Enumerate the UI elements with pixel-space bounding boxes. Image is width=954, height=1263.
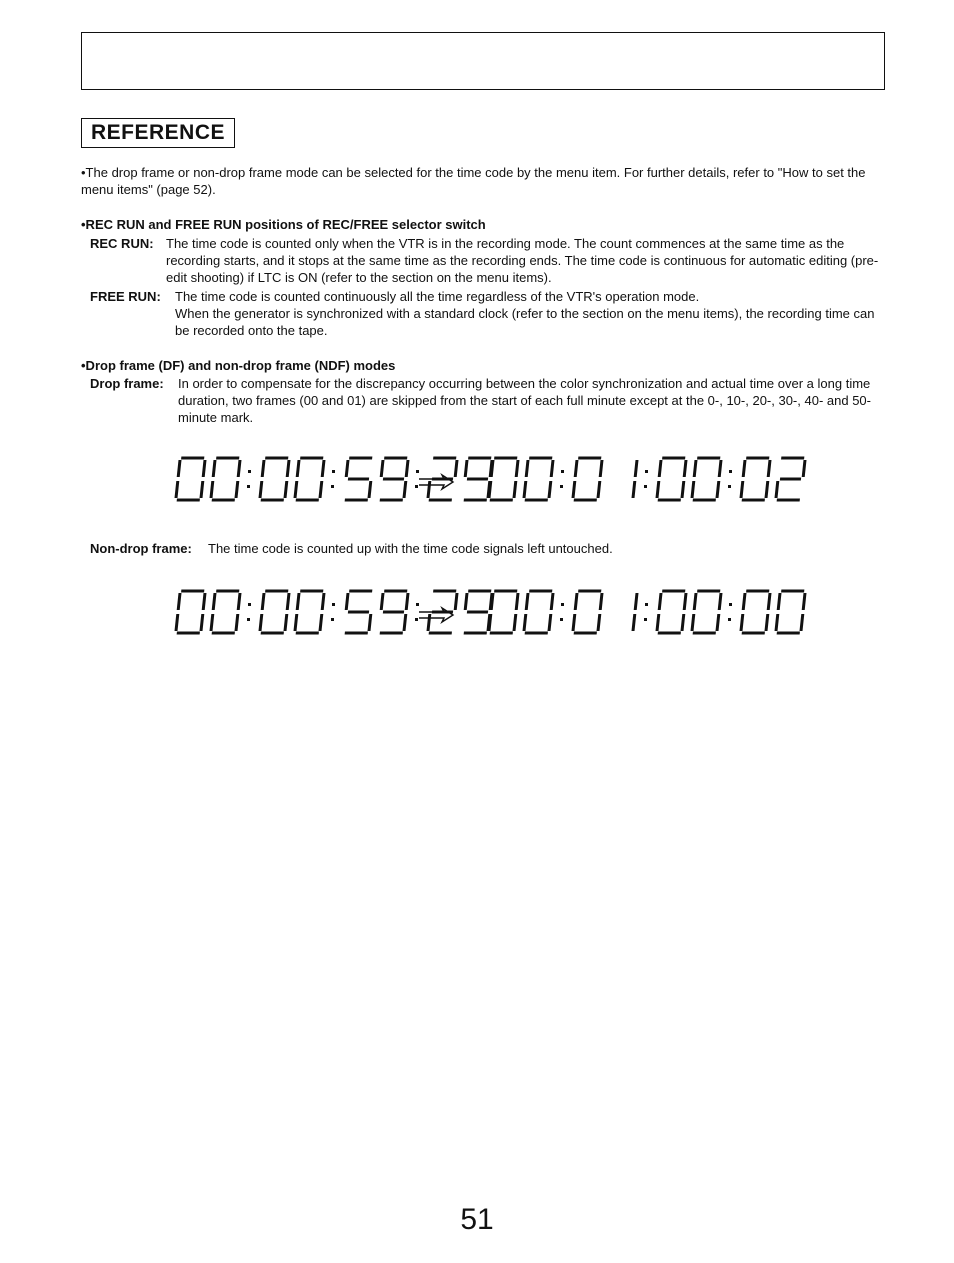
timecode-digit [488, 456, 519, 502]
non-drop-frame-definition: The time code is counted up with the time code signals left untouched. [208, 541, 613, 556]
timecode-colon [726, 456, 736, 502]
rec-run-definition: The time code is counted only when the VTR is in the recording mode. The count commences at the same time as the recording starts, and it stops at the same time as the recording ends. The time code is continuous for automatic editing (pre-edit shooting) if LTC is ON (refer to the section on the menu items). [166, 236, 879, 285]
timecode-colon [726, 589, 736, 635]
drop-example-to [488, 456, 810, 502]
timecode-colon [245, 589, 255, 635]
timecode-digit [775, 456, 806, 502]
timecode-colon [642, 589, 652, 635]
free-run-definition-1: The time code is counted continuously all the time regardless of the VTR's operation mode. [175, 289, 700, 304]
drop-frame-term: Drop frame: [90, 376, 164, 391]
header-box [81, 32, 885, 90]
timecode-digit [294, 456, 325, 502]
right-arrow-icon [416, 605, 456, 625]
timecode-digit [607, 589, 638, 635]
timecode-colon [558, 589, 568, 635]
timecode-digit [175, 456, 206, 502]
timecode-digit [210, 456, 241, 502]
timecode-colon [558, 456, 568, 502]
timecode-digit [691, 456, 722, 502]
timecode-digit [259, 589, 290, 635]
rec-run-term: REC RUN: [90, 236, 154, 251]
rec-free-heading: •REC RUN and FREE RUN positions of REC/FREE selector switch [81, 217, 486, 232]
timecode-colon [642, 456, 652, 502]
timecode-digit [343, 589, 374, 635]
timecode-digit [740, 589, 771, 635]
modes-heading: •Drop frame (DF) and non-drop frame (NDF) modes [81, 358, 396, 373]
non-drop-frame-term: Non-drop frame: [90, 541, 192, 556]
free-run-term: FREE RUN: [90, 289, 161, 304]
timecode-digit [343, 456, 374, 502]
drop-frame-definition: In order to compensate for the discrepancy occurring between the color synchronization and actual time over a long time duration, two frames (00 and 01) are skipped from the start of each full minute except at the 0-, 10-, 20-, 30-, 40- and 50-minute mark. [178, 376, 871, 425]
intro-paragraph: •The drop frame or non-drop frame mode can be selected for the time code by the menu item. For further details, refer to "How to set the menu items" (page 52). [81, 165, 866, 197]
timecode-digit [378, 456, 409, 502]
timecode-digit [607, 456, 638, 502]
free-run-definition-2: When the generator is synchronized with a standard clock (refer to the section on the menu items), the recording time can be recorded onto the tape. [175, 306, 875, 338]
timecode-digit [656, 589, 687, 635]
timecode-digit [572, 589, 603, 635]
timecode-colon [329, 589, 339, 635]
timecode-digit [378, 589, 409, 635]
timecode-digit [210, 589, 241, 635]
timecode-digit [572, 456, 603, 502]
timecode-digit [523, 589, 554, 635]
timecode-digit [294, 589, 325, 635]
timecode-digit [740, 456, 771, 502]
timecode-digit [259, 456, 290, 502]
page-number: 51 [460, 1203, 494, 1236]
timecode-digit [488, 589, 519, 635]
non-drop-example-to [488, 589, 810, 635]
reference-heading: REFERENCE [81, 118, 235, 148]
timecode-digit [691, 589, 722, 635]
timecode-digit [775, 589, 806, 635]
timecode-colon [329, 456, 339, 502]
timecode-colon [245, 456, 255, 502]
right-arrow-icon [416, 472, 456, 492]
timecode-digit [523, 456, 554, 502]
timecode-digit [656, 456, 687, 502]
timecode-digit [175, 589, 206, 635]
